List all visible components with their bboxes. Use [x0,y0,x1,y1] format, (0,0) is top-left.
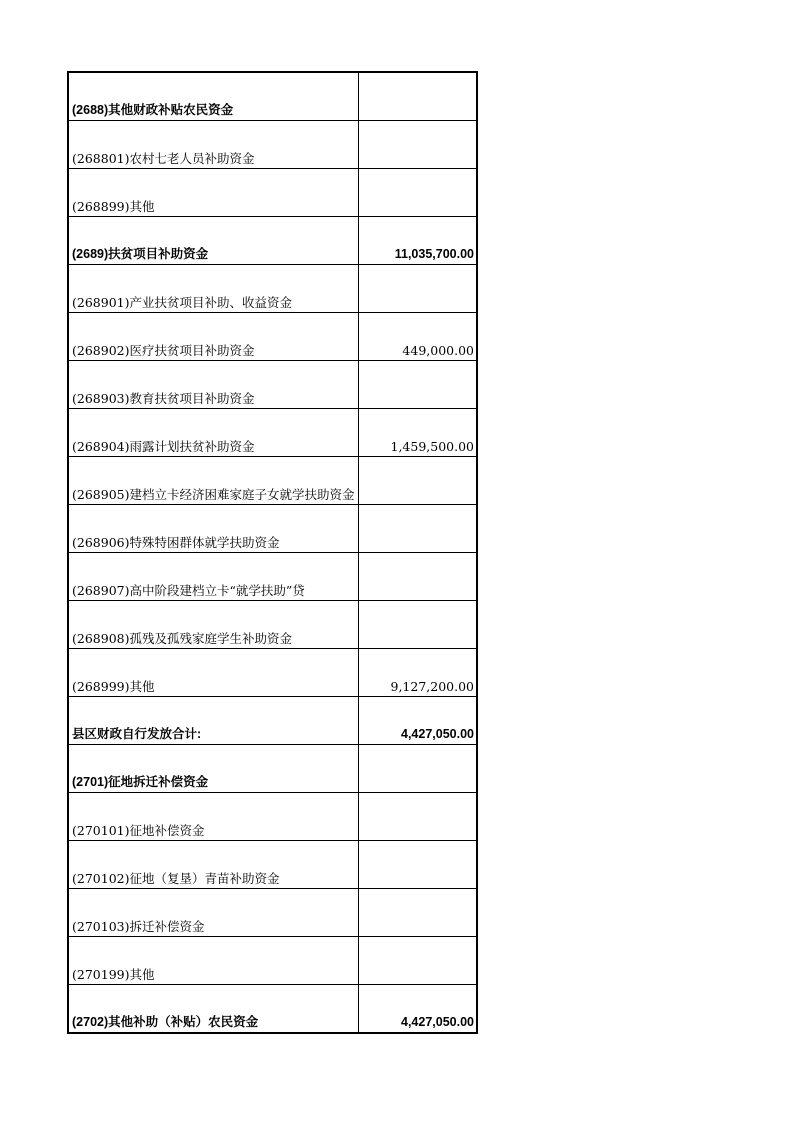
row-amount: 9,127,200.00 [359,649,478,697]
row-label: (268903)教育扶贫项目补助资金 [68,361,359,409]
row-label: (270103)拆迁补偿资金 [68,889,359,937]
row-amount: 1,459,500.00 [359,409,478,457]
table-row [68,889,477,937]
table-row [68,217,477,265]
table-row [68,985,477,1034]
row-label: (268901)产业扶贫项目补助、收益资金 [68,265,359,313]
table-row [68,121,477,169]
row-label: (270101)征地补偿资金 [68,793,359,841]
row-amount: 4,427,050.00 [359,697,478,745]
table-row [68,409,477,457]
row-label: (270199)其他 [68,937,359,985]
row-amount [359,553,478,601]
row-amount: 449,000.00 [359,313,478,361]
row-label: (270102)征地（复垦）青苗补助资金 [68,841,359,889]
row-label: (268899)其他 [68,169,359,217]
row-amount [359,793,478,841]
row-label: (268906)特殊特困群体就学扶助资金 [68,505,359,553]
row-label: (268999)其他 [68,649,359,697]
row-amount [359,121,478,169]
row-amount [359,505,478,553]
table-row [68,457,477,505]
row-label: (268902)医疗扶贫项目补助资金 [68,313,359,361]
table-row [68,169,477,217]
row-label: (2689)扶贫项目补助资金 [68,217,359,265]
funds-table [67,71,478,1034]
row-amount [359,745,478,793]
table-row [68,745,477,793]
table-row [68,793,477,841]
row-amount [359,169,478,217]
row-label: (2688)其他财政补贴农民资金 [68,72,359,121]
table-row [68,649,477,697]
row-label: 县区财政自行发放合计: [68,697,359,745]
table-row [68,553,477,601]
table-row [68,505,477,553]
row-amount: 11,035,700.00 [359,217,478,265]
row-label: (268904)雨露计划扶贫补助资金 [68,409,359,457]
table-row [68,313,477,361]
row-label: (2702)其他补助（补贴）农民资金 [68,985,359,1034]
row-label: (268905)建档立卡经济困难家庭子女就学扶助资金 [68,457,359,505]
row-amount [359,601,478,649]
row-label: (268907)高中阶段建档立卡“就学扶助”贷 [68,553,359,601]
row-amount [359,841,478,889]
row-amount [359,265,478,313]
row-amount [359,457,478,505]
row-label: (2701)征地拆迁补偿资金 [68,745,359,793]
funds-table-body [68,72,477,1033]
row-amount [359,889,478,937]
row-amount: 4,427,050.00 [359,985,478,1034]
row-label: (268908)孤残及孤残家庭学生补助资金 [68,601,359,649]
table-row [68,937,477,985]
table-row [68,601,477,649]
row-label: (268801)农村七老人员补助资金 [68,121,359,169]
row-amount [359,72,478,121]
table-row [68,265,477,313]
table-row [68,841,477,889]
table-row [68,72,477,121]
table-row [68,697,477,745]
row-amount [359,937,478,985]
table-row [68,361,477,409]
row-amount [359,361,478,409]
